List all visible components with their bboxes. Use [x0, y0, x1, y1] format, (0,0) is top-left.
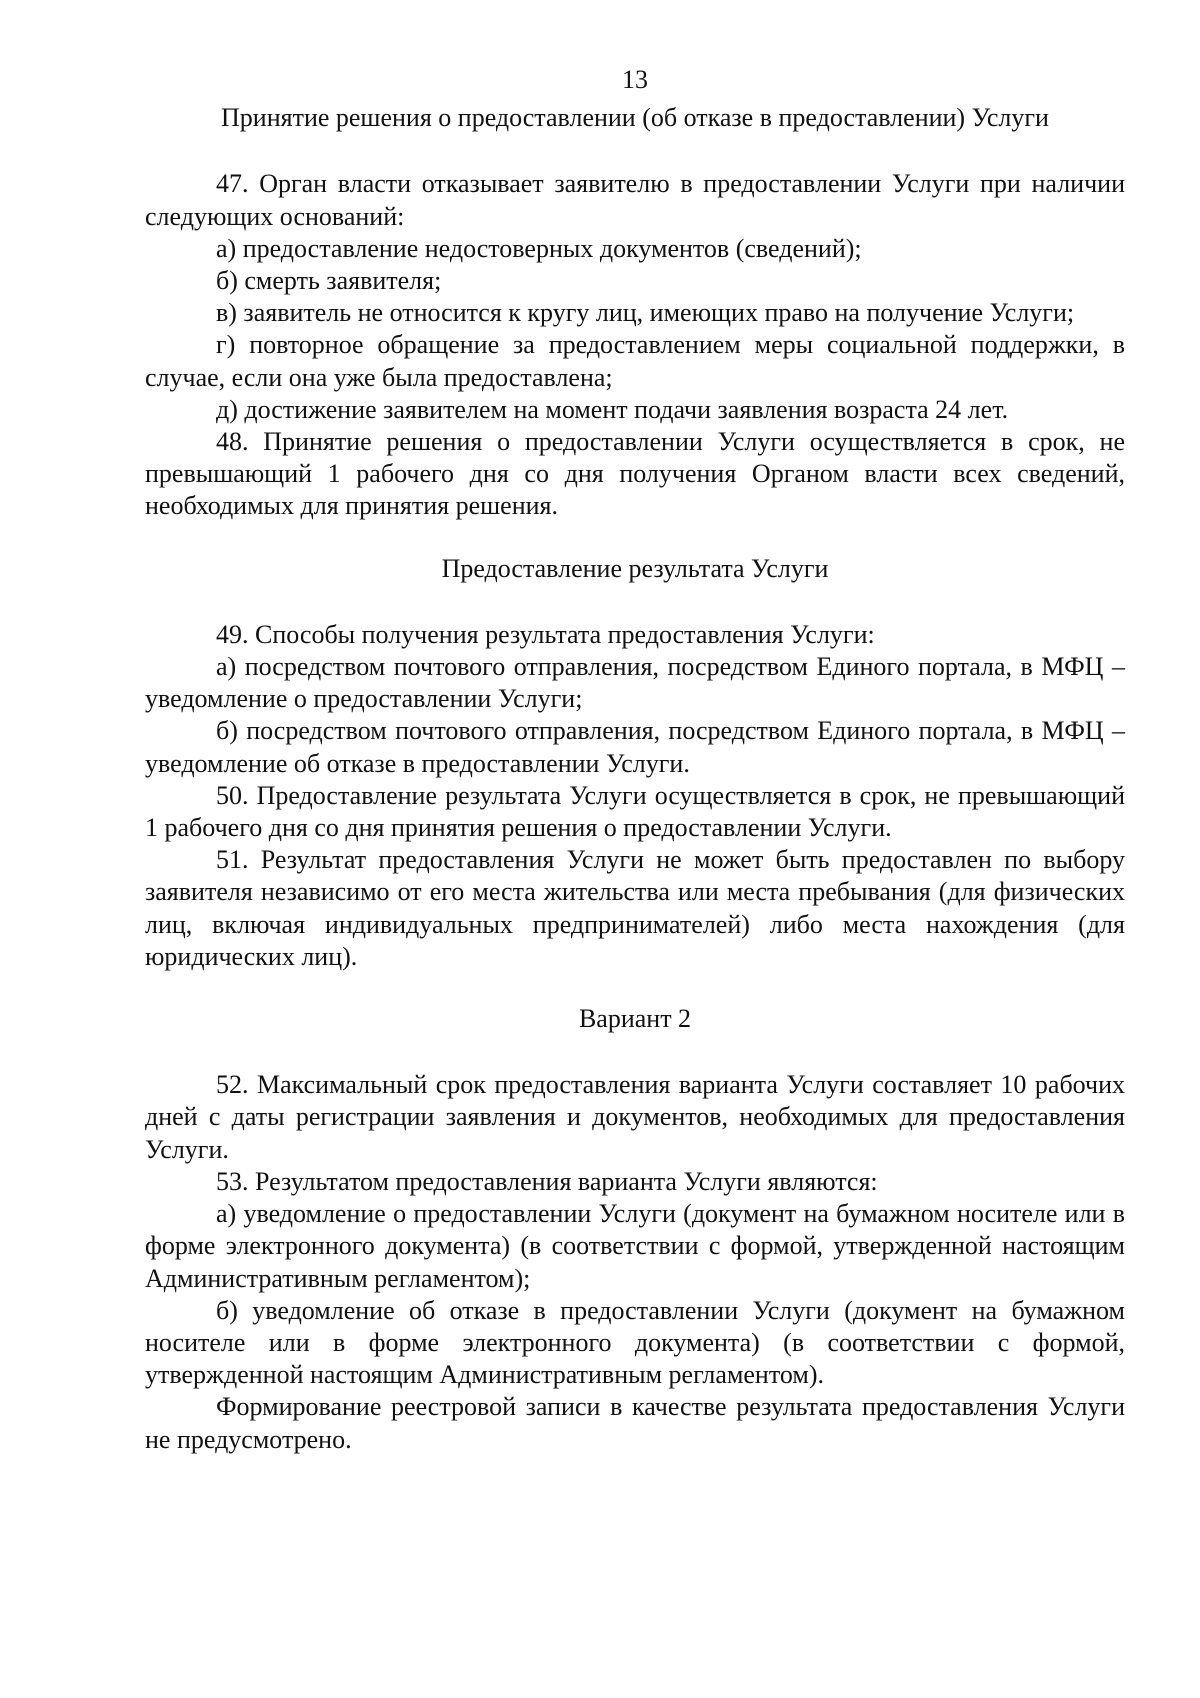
- section-body: [145, 619, 1125, 973]
- paragraph: а) уведомление о предоставлении Услуги (документ на бумажном носителе или в форме электронного документа) (в соответствии с формой, утвержденной настоящим Административным регламентом);: [145, 1199, 1125, 1293]
- paragraph: а) предоставление недостоверных документов (сведений);: [216, 233, 862, 263]
- page-number: 13: [622, 65, 648, 94]
- paragraph: 48. Принятие решения о предоставлении Услуги осуществляется в срок, не превышающий 1 рабочего дня со дня получения Органом власти всех сведений, необходимых для принятия решения.: [145, 427, 1125, 521]
- section-body: [145, 1069, 1125, 1455]
- section-decision: [145, 102, 1125, 522]
- paragraph: 52. Максимальный срок предоставления варианта Услуги составляет 10 рабочих дней с даты регистрации заявления и документов, необходимых для предоставления Услуги.: [145, 1070, 1125, 1164]
- page-content: [145, 64, 1125, 1456]
- paragraph: 47. Орган власти отказывает заявителю в предоставлении Услуги при наличии следующих оснований:: [145, 169, 1125, 231]
- paragraph: г) повторное обращение за предоставлением меры социальной поддержки, в случае, если она уже была предоставлена;: [145, 330, 1125, 392]
- paragraph: 49. Способы получения результата предоставления Услуги:: [216, 619, 875, 649]
- paragraph: 53. Результатом предоставления варианта Услуги являются:: [216, 1166, 878, 1196]
- section-result: [145, 553, 1125, 973]
- section-heading: Вариант 2: [578, 1004, 692, 1034]
- paragraph: б) посредством почтового отправления, посредством Единого портала, в МФЦ – уведомление об отказе в предоставлении Услуги.: [145, 716, 1125, 778]
- paragraph: 51. Результат предоставления Услуги не может быть предоставлен по выбору заявителя независимо от его места жительства или места пребывания (для физических лиц, включая индивидуальных предпринимателей) либо места нахождения (для юридических лиц).: [145, 845, 1125, 971]
- paragraph: а) посредством почтового отправления, посредством Единого портала, в МФЦ – уведомление о предоставлении Услуги;: [145, 652, 1125, 714]
- section-variant-2: [145, 1003, 1125, 1456]
- paragraph: Формирование реестровой записи в качестве результата предоставления Услуги не предусмотрено.: [145, 1392, 1125, 1454]
- paragraph: 50. Предоставление результата Услуги осуществляется в срок, не превышающий 1 рабочего дня со дня принятия решения о предоставлении Услуги.: [145, 780, 1125, 843]
- paragraph: д) достижение заявителем на момент подачи заявления возраста 24 лет.: [216, 394, 1009, 424]
- paragraph: б) смерть заявителя;: [216, 266, 442, 296]
- paragraph: б) уведомление об отказе в предоставлении Услуги (документ на бумажном носителе или в форме электронного документа) (в соответствии с формой, утвержденной настоящим Административным регламентом).: [145, 1295, 1125, 1390]
- section-heading: Предоставление результата Услуги: [441, 553, 829, 583]
- section-body: [145, 168, 1125, 522]
- paragraph: в) заявитель не относится к кругу лиц, имеющих право на получение Услуги;: [216, 298, 1075, 328]
- section-heading: Принятие решения о предоставлении (об отказе в предоставлении) Услуги: [221, 103, 1049, 133]
